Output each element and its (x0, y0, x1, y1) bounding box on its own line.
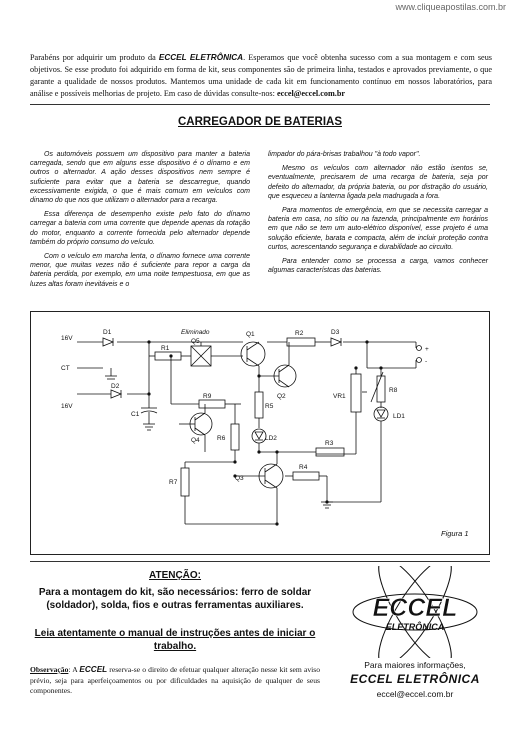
label-16v-top: 16V (61, 335, 73, 342)
label-r3: R3 (325, 440, 334, 447)
label-r8: R8 (389, 387, 398, 394)
label-16v-bottom: 16V (61, 403, 73, 410)
eccel-logo (340, 566, 490, 658)
observation-text-1: : A (68, 665, 80, 674)
attention-title: ATENÇÃO: (148, 570, 202, 581)
circuit-schematic (31, 312, 489, 554)
contact-brand: ECCEL ELETRÔNICA (350, 672, 480, 686)
label-r9: R9 (203, 393, 212, 400)
right-paragraph: limpador do pára-brisas trabalhou "à todo vapor". (268, 151, 421, 158)
figure-caption: Figura 1 (441, 529, 469, 538)
label-ld2: LD2 (265, 435, 277, 442)
intro-brand: ECCEL ELETRÔNICA (158, 53, 244, 62)
observation-text-2: reserva-se o direito de efetuar qualquer alteração nesse kit sem aviso prévio, seja para aperfeiçoamentos ou por dificuldades na aquisição de qualquer de seus componentes. (30, 665, 320, 695)
label-r1: R1 (161, 345, 170, 352)
intro-email[interactable]: eccel@eccel.com.br (276, 89, 346, 98)
right-paragraph: Mesmo os veículos com alternador não estão isentos se, eventualmente, precisarem de uma recarga de bateria, seja por defeito do alternador, da própria bateria, ou por distração do usuário, que esqueceu a lanterna ligada pela madrugada a fora. (268, 165, 488, 200)
site-url[interactable]: www.cliqueapostilas.com.br (395, 2, 506, 12)
label-eliminado: Eliminado (181, 329, 210, 336)
intro-paragraph (30, 52, 492, 100)
divider-bottom (30, 561, 490, 562)
left-paragraph: Essa diferença de desempenho existe pelo fato do dínamo carregar a bateria com uma corrente que depende apenas da rotação do motor, enquanto a corrente fornecida pelo alternador depende também do próprio consumo do veículo. (30, 211, 250, 246)
observation-text (30, 665, 320, 697)
observation-brand: ECCEL (79, 665, 108, 674)
label-r5: R5 (265, 403, 274, 410)
label-q4: Q4 (191, 437, 200, 444)
logo-subtitle: ELETRÔNICA (385, 622, 445, 632)
label-q5: Q5 (191, 338, 200, 345)
left-column (30, 150, 250, 294)
schematic-frame (30, 311, 490, 555)
contact-more-info: Para maiores informações, (364, 660, 466, 670)
label-r6: R6 (217, 435, 226, 442)
label-ct: CT (61, 365, 70, 372)
intro-text-1: Parabéns por adquirir um produto da (30, 53, 159, 62)
label-d1: D1 (103, 329, 112, 336)
label-q1: Q1 (246, 331, 255, 338)
page-title: CARREGADOR DE BATERIAS (178, 116, 342, 128)
label-d2: D2 (111, 383, 120, 390)
contact-email[interactable]: eccel@eccel.com.br (376, 689, 454, 699)
left-paragraph: Os automóveis possuem um dispositivo para manter a bateria carregada, sendo que em alguns esse dispositivo é o dínamo e em outros o alternador. A ação desses dispositivos nem sempre é suficiente para evitar que a bateria se descarregue, quando excessivamente exigida, o que é mais comum em veículos com dinamo do que nos que utilizam o alternador para a recarga. (30, 151, 250, 205)
label-d3: D3 (331, 329, 340, 336)
label-q3: Q3 (235, 475, 244, 482)
attention-body: Para a montagem do kit, são necessários: ferro de soldar (soldador), solda, fios e outras ferramentas auxiliares. (38, 587, 312, 611)
divider-top (30, 104, 490, 105)
attention-note: Leia atentamente o manual de instruções antes de iniciar o trabalho. (34, 628, 316, 652)
label-ld1: LD1 (393, 413, 405, 420)
label-minus: - (425, 358, 428, 365)
logo-name: ECCEL (372, 594, 458, 622)
label-c1: C1 (131, 411, 140, 418)
observation-label: Observação (30, 665, 69, 674)
intro-text-2: . Esperamos que você obtenha sucesso com a sua montagem e com seus objetivos. Se esse produto foi adquirido em forma de kit, seus componentes são de primeira linha, testados e aprovados previamente, o que garante a qualidade de nossos produtos. Mantemos uma unidade de cada kit em funcionamento contínuo em nossos laboratórios, para análise e possíveis melhorias de projeto. Em caso de dúvidas consulte-nos: (30, 53, 492, 98)
right-paragraph: Para entender como se processa a carga, vamos conhecer algumas característcas das baterias. (268, 258, 488, 275)
label-q2: Q2 (277, 393, 286, 400)
label-r7: R7 (169, 479, 178, 486)
right-paragraph: Para momentos de emergência, em que se necessita carregar a bateria em casa, no sítio ou na fazenda, principalmente em horários em que não se tem um auto-elétrico disponível, esse projeto é uma solução eficiente, barata e compacta, além de incluir proteção contra curtos, acrescentando segurança e durabilidade ao circuito. (268, 207, 488, 251)
label-r2: R2 (295, 330, 304, 337)
left-paragraph: Com o veículo em marcha lenta, o dínamo fornece uma corrente menor, que muitas vezes não é suficiente para repor a carga da bateria perdida, por exemplo, em uma noite tempestuosa, em que as luzes altas foram inevitáveis e o (30, 253, 250, 288)
right-column (268, 150, 488, 280)
label-r4: R4 (299, 464, 308, 471)
label-plus: + (425, 346, 429, 353)
atom-logo-icon (340, 566, 490, 658)
label-vr1: VR1 (333, 393, 346, 400)
